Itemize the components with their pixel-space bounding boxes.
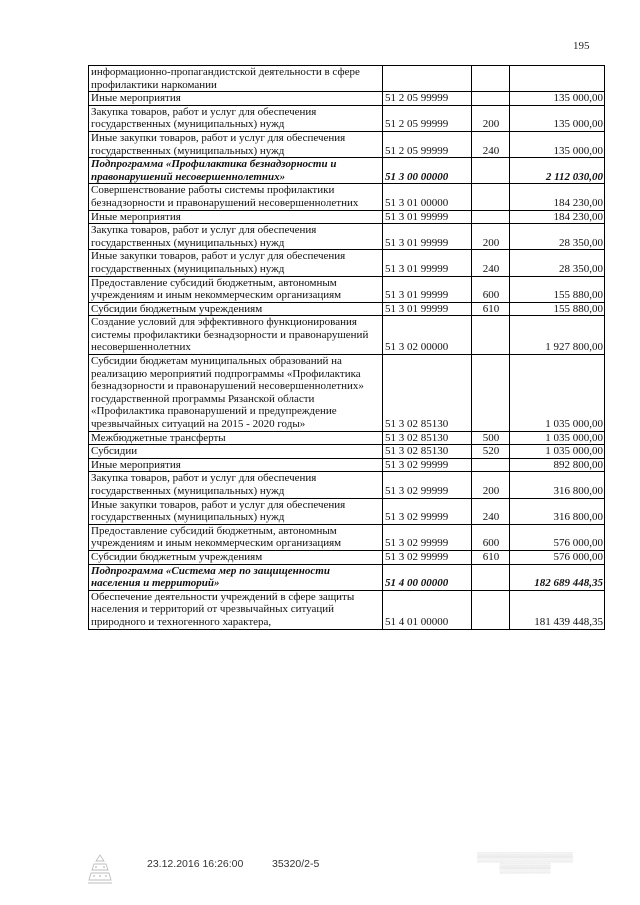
row-expense-type-cell — [472, 158, 510, 184]
row-code-cell: 51 3 02 85130 — [383, 355, 472, 432]
row-amount-cell: 28 350,00 — [510, 224, 605, 250]
row-name-cell: Закупка товаров, работ и услуг для обеспечения государственных (муниципальных) нужд — [89, 224, 383, 250]
row-amount-cell — [510, 66, 605, 92]
table-row — [89, 250, 605, 276]
row-name-cell: Подпрограмма «Профилактика безнадзорности и правонарушений несовершеннолетних» — [89, 158, 383, 184]
row-code-cell: 51 3 01 99999 — [383, 250, 472, 276]
row-code-cell: 51 2 05 99999 — [383, 131, 472, 157]
row-amount-cell: 1 035 000,00 — [510, 355, 605, 432]
table-row — [89, 550, 605, 564]
row-amount-cell: 576 000,00 — [510, 550, 605, 564]
table-row — [89, 564, 605, 590]
row-code-cell: 51 3 02 00000 — [383, 316, 472, 355]
row-amount-cell: 135 000,00 — [510, 105, 605, 131]
row-amount-cell: 184 230,00 — [510, 184, 605, 210]
row-code-cell: 51 3 02 99999 — [383, 458, 472, 472]
row-code-cell: 51 3 02 85130 — [383, 445, 472, 459]
row-expense-type-cell: 500 — [472, 431, 510, 445]
row-name-cell: Субсидии — [89, 445, 383, 459]
row-name-cell: Закупка товаров, работ и услуг для обеспечения государственных (муниципальных) нужд — [89, 105, 383, 131]
table-row — [89, 458, 605, 472]
row-amount-cell: 316 800,00 — [510, 498, 605, 524]
budget-table — [88, 65, 605, 630]
table-row — [89, 498, 605, 524]
row-expense-type-cell — [472, 590, 510, 629]
row-name-cell: Иные закупки товаров, работ и услуг для обеспечения государственных (муниципальных) нужд — [89, 250, 383, 276]
row-expense-type-cell — [472, 458, 510, 472]
row-code-cell: 51 3 01 00000 — [383, 184, 472, 210]
row-amount-cell: 1 035 000,00 — [510, 445, 605, 459]
row-code-cell: 51 3 00 00000 — [383, 158, 472, 184]
table-row — [89, 355, 605, 432]
footer-document-number: 35320/2-5 — [272, 858, 320, 870]
table-row — [89, 302, 605, 316]
table-row — [89, 210, 605, 224]
row-expense-type-cell: 240 — [472, 250, 510, 276]
row-expense-type-cell: 600 — [472, 276, 510, 302]
row-amount-cell: 155 880,00 — [510, 302, 605, 316]
row-amount-cell: 181 439 448,35 — [510, 590, 605, 629]
row-amount-cell: 184 230,00 — [510, 210, 605, 224]
table-row — [89, 276, 605, 302]
table-row — [89, 131, 605, 157]
emblem-logo-icon — [84, 852, 116, 888]
page-number: 195 — [573, 40, 590, 52]
table-row — [89, 431, 605, 445]
faded-stamp-watermark: ▒▒▒▒▒▒▒▒▒▒▒▒▒▒▒ ▒▒▒▒▒▒▒▒ — [477, 852, 573, 873]
row-expense-type-cell — [472, 66, 510, 92]
row-amount-cell: 1 927 800,00 — [510, 316, 605, 355]
row-expense-type-cell — [472, 210, 510, 224]
table-row — [89, 158, 605, 184]
table-row — [89, 472, 605, 498]
row-name-cell: Подпрограмма «Система мер по защищенности населения и территорий» — [89, 564, 383, 590]
row-name-cell: Закупка товаров, работ и услуг для обеспечения государственных (муниципальных) нужд — [89, 472, 383, 498]
budget-table-body — [89, 66, 605, 630]
row-expense-type-cell: 200 — [472, 105, 510, 131]
row-expense-type-cell — [472, 316, 510, 355]
table-row — [89, 590, 605, 629]
row-expense-type-cell — [472, 92, 510, 106]
row-name-cell: Предоставление субсидий бюджетным, автономным учреждениям и иным некоммерческим организациям — [89, 524, 383, 550]
row-expense-type-cell: 600 — [472, 524, 510, 550]
row-expense-type-cell: 200 — [472, 472, 510, 498]
row-name-cell: Субсидии бюджетам муниципальных образований на реализацию мероприятий подпрограммы «Профилактика безнадзорности и правонарушений несовершеннолетних» государственной программы Рязанской области «Профилактика правонарушений и предупреждение чрезвычайных ситуаций на 2015 - 2020 годы» — [89, 355, 383, 432]
table-row — [89, 92, 605, 106]
row-code-cell: 51 3 02 99999 — [383, 472, 472, 498]
row-amount-cell: 2 112 030,00 — [510, 158, 605, 184]
row-expense-type-cell: 200 — [472, 224, 510, 250]
row-amount-cell: 182 689 448,35 — [510, 564, 605, 590]
row-code-cell: 51 3 01 99999 — [383, 224, 472, 250]
row-code-cell: 51 3 02 99999 — [383, 524, 472, 550]
row-expense-type-cell: 610 — [472, 302, 510, 316]
row-amount-cell: 28 350,00 — [510, 250, 605, 276]
row-code-cell: 51 3 01 99999 — [383, 276, 472, 302]
table-row — [89, 224, 605, 250]
row-code-cell: 51 3 01 99999 — [383, 302, 472, 316]
row-expense-type-cell: 610 — [472, 550, 510, 564]
table-row — [89, 445, 605, 459]
row-code-cell: 51 4 00 00000 — [383, 564, 472, 590]
row-code-cell: 51 4 01 00000 — [383, 590, 472, 629]
row-name-cell: Межбюджетные трансферты — [89, 431, 383, 445]
table-row — [89, 316, 605, 355]
row-name-cell: Иные закупки товаров, работ и услуг для обеспечения государственных (муниципальных) нужд — [89, 131, 383, 157]
row-name-cell: Иные мероприятия — [89, 210, 383, 224]
row-expense-type-cell: 240 — [472, 131, 510, 157]
row-name-cell: Субсидии бюджетным учреждениям — [89, 302, 383, 316]
row-name-cell: Субсидии бюджетным учреждениям — [89, 550, 383, 564]
row-amount-cell: 1 035 000,00 — [510, 431, 605, 445]
row-name-cell: Иные мероприятия — [89, 458, 383, 472]
row-expense-type-cell — [472, 355, 510, 432]
row-amount-cell: 135 000,00 — [510, 131, 605, 157]
row-name-cell: Обеспечение деятельности учреждений в сфере защиты населения и территорий от чрезвычайных ситуаций природного и техногенного характера, — [89, 590, 383, 629]
table-row — [89, 524, 605, 550]
row-amount-cell: 135 000,00 — [510, 92, 605, 106]
table-row — [89, 184, 605, 210]
table-row — [89, 105, 605, 131]
row-amount-cell: 155 880,00 — [510, 276, 605, 302]
row-amount-cell: 316 800,00 — [510, 472, 605, 498]
row-code-cell: 51 3 02 99999 — [383, 550, 472, 564]
row-expense-type-cell — [472, 564, 510, 590]
row-expense-type-cell: 240 — [472, 498, 510, 524]
row-expense-type-cell: 520 — [472, 445, 510, 459]
row-name-cell: информационно-пропагандистской деятельности в сфере профилактики наркомании — [89, 66, 383, 92]
row-amount-cell: 892 800,00 — [510, 458, 605, 472]
row-name-cell: Иные мероприятия — [89, 92, 383, 106]
row-expense-type-cell — [472, 184, 510, 210]
row-name-cell: Совершенствование работы системы профилактики безнадзорности и правонарушений несовершеннолетних — [89, 184, 383, 210]
row-code-cell: 51 2 05 99999 — [383, 105, 472, 131]
row-amount-cell: 576 000,00 — [510, 524, 605, 550]
row-code-cell: 51 3 02 85130 — [383, 431, 472, 445]
row-code-cell: 51 3 02 99999 — [383, 498, 472, 524]
row-name-cell: Предоставление субсидий бюджетным, автономным учреждениям и иным некоммерческим организациям — [89, 276, 383, 302]
row-code-cell: 51 2 05 99999 — [383, 92, 472, 106]
table-row — [89, 66, 605, 92]
row-code-cell — [383, 66, 472, 92]
row-name-cell: Иные закупки товаров, работ и услуг для обеспечения государственных (муниципальных) нужд — [89, 498, 383, 524]
row-code-cell: 51 3 01 99999 — [383, 210, 472, 224]
row-name-cell: Создание условий для эффективного функционирования системы профилактики безнадзорности и правонарушений несовершеннолетних — [89, 316, 383, 355]
footer-datetime: 23.12.2016 16:26:00 — [147, 858, 244, 870]
